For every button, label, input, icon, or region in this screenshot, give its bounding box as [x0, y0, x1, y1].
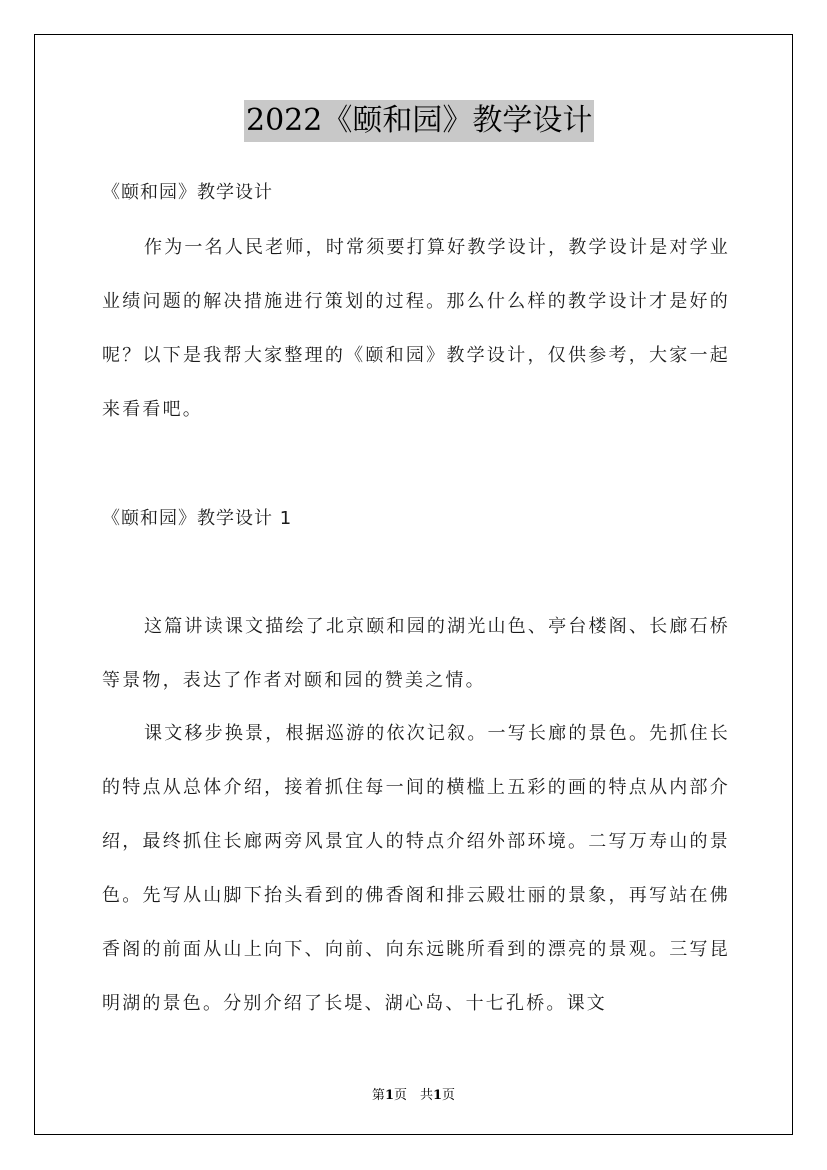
- section-heading: 《颐和园》教学设计 1: [102, 508, 293, 529]
- page-footer: [0, 1084, 827, 1103]
- footer-page-prefix: 第: [371, 1088, 385, 1103]
- footer-page-mid: 页 共: [393, 1088, 433, 1103]
- intro-paragraph: 作为一名人民老师，时常须要打算好教学设计，教学设计是对学业业绩问题的解决措施进行策划的过程。那么什么样的教学设计才是好的呢？以下是我帮大家整理的《颐和园》教学设计，仅供参考，大家一起来看看吧。: [102, 237, 730, 420]
- footer-page-current: 1: [384, 1088, 394, 1103]
- footer-page-suffix: 页: [442, 1088, 456, 1103]
- section-subtitle: 《颐和园》教学设计: [102, 182, 273, 203]
- body-paragraph-2: 课文移步换景，根据巡游的依次记叙。一写长廊的景色。先抓住长的特点从总体介绍，接着抓住每一间的横槛上五彩的画的特点从内部介绍，最终抓住长廊两旁风景宜人的特点介绍外部环境。二写万寿山的景色。先写从山脚下抬头看到的佛香阁和排云殿壮丽的景象，再写站在佛香阁的前面从山上向下、向前、向东远眺所看到的漂亮的景观。三写昆明湖的景色。分别介绍了长堤、湖心岛、十七孔桥。课文: [102, 723, 730, 1014]
- document-title: 2022《颐和园》教学设计: [244, 100, 594, 142]
- footer-page-total: 1: [433, 1088, 443, 1103]
- body-paragraph-1: 这篇讲读课文描绘了北京颐和园的湖光山色、亭台楼阁、长廊石桥等景物，表达了作者对颐和园的赞美之情。: [102, 616, 730, 691]
